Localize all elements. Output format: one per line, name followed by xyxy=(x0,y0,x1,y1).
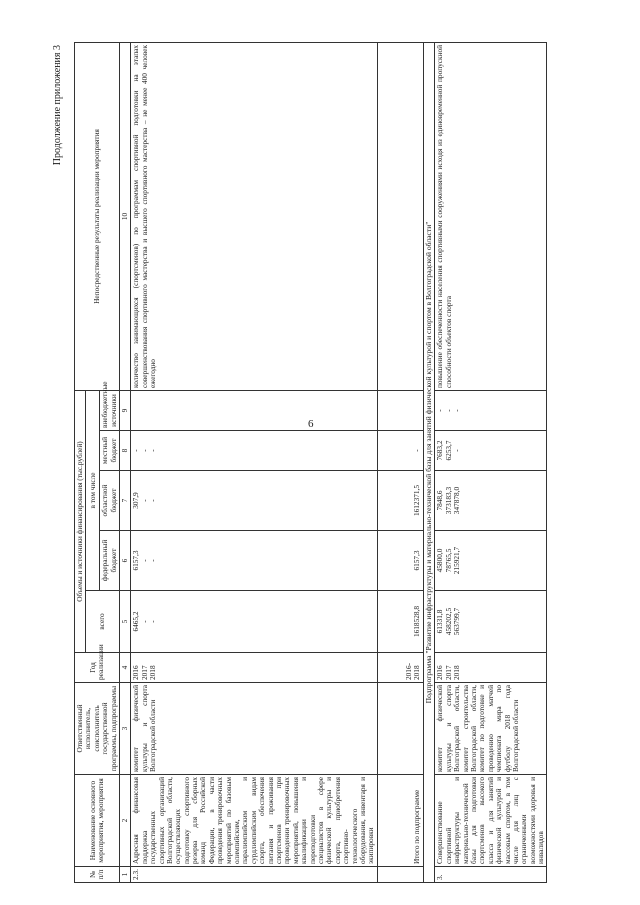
colnum: 10 xyxy=(119,42,130,390)
colnum: 1 xyxy=(119,867,130,883)
colnum: 2 xyxy=(119,775,130,867)
colnum: 6 xyxy=(119,531,130,591)
executor: комитет физической культуры и спорта Волгоградской области xyxy=(131,683,377,775)
result-text xyxy=(377,42,423,390)
executor: комитет физической культуры и спорта Волгоградской области, комитет строительства Волгоградской области, комитет по подготовке и проведению матчей чемпионата мира по футболу 2018 года Волгоградской области xyxy=(435,683,547,775)
header-name: Наименование основного мероприятия, мероприятия xyxy=(75,775,120,867)
measure-name: Совершенствование спортивной инфраструктуры и материально-технической базы для подготовки спортсменов высокого класса и для занятий физической культурой и массовым спортом, в том числе для лиц с ограниченными возможностями здоровья и инвалидов xyxy=(435,775,547,867)
extrabudget-values: - - - xyxy=(435,390,547,430)
continuation-label: Продолжение приложения 3 xyxy=(52,45,63,166)
extrabudget-value xyxy=(377,390,423,430)
local-values: 7683,2 6253,7 - xyxy=(435,431,547,471)
years: 2016 2017 2018 xyxy=(435,653,547,683)
federal-value: 6157,3 xyxy=(377,531,423,591)
header-no: № п/п xyxy=(75,867,120,883)
extrabudget-values xyxy=(131,390,377,430)
subtotal-row xyxy=(377,42,423,882)
years: 2016 2017 2018 xyxy=(131,653,377,683)
federal-values: 6157,3 - - xyxy=(131,531,377,591)
header-total: всего xyxy=(86,591,120,653)
subtotal-label: Итого по подпрограмме xyxy=(377,775,423,867)
total-values: 61331,8 458202,5 563799,7 xyxy=(435,591,547,653)
subprogram-row xyxy=(423,42,435,882)
colnum: 7 xyxy=(119,471,130,531)
federal-values: 45800,0 78765,5 215921,7 xyxy=(435,531,547,591)
regional-values: 7848,6 373183,3 347878,0 xyxy=(435,471,547,531)
row-number: 2.3. xyxy=(131,867,377,883)
row-number: 3. xyxy=(435,867,547,883)
local-value: - xyxy=(377,431,423,471)
financing-table xyxy=(74,42,547,883)
row-number xyxy=(377,867,423,883)
column-numbers-row xyxy=(119,42,130,882)
total-values: 6465,2 - - xyxy=(131,591,377,653)
rotated-table-page xyxy=(52,43,582,883)
header-federal: федеральный бюджет xyxy=(100,531,120,591)
colnum: 4 xyxy=(119,653,130,683)
header-executor: Ответственный исполнитель, соисполнитель государственной программы, подпрограммы xyxy=(75,683,120,775)
page-number: 6 xyxy=(308,418,314,430)
executor xyxy=(377,683,423,775)
header-year: Год реализации xyxy=(75,653,120,683)
result-text: количество занимающихся (спортсменов) по программам спортивной подготовки на этапах совершенствования спортивного мастерства и высшего спортивного мастерства – не менее 400 человек ежегодно xyxy=(131,42,377,390)
colnum: 9 xyxy=(119,390,130,430)
colnum: 3 xyxy=(119,683,130,775)
colnum: 8 xyxy=(119,431,130,471)
colnum: 5 xyxy=(119,591,130,653)
measure-name: Адресная финансовая поддержка государственных спортивных организаций Волгоградской области, осуществляющих подготовку спортивного резерва для сборных команд Российской Федерации, в части проведения тренировочных мероприятий по базовым олимпийским, паралимпийским и сурдлимпийским видам спорта, обеспечения питания и проживания спортсменов при проведении тренировочных мероприятий, повышения квалификации и переподготовки специалистов в сфере физической культуры и спорта, приобретения спортивно-технологического оборудования, инвентаря и экипировки xyxy=(131,775,377,867)
header-results: Непосредственные результаты реализации мероприятия xyxy=(75,42,120,390)
table-row xyxy=(131,42,377,882)
regional-values: 307,9 - - xyxy=(131,471,377,531)
header-extrabudget: внебюджетные источники xyxy=(100,390,120,430)
years: 2016- 2018 xyxy=(377,653,423,683)
header-local: местный бюджет xyxy=(100,431,120,471)
local-values: - - - xyxy=(131,431,377,471)
header-including: в том числе xyxy=(86,390,100,590)
result-text: повышение обеспеченности населения спортивными сооружениями исходя из единовременной пропускной способности объектов спорта xyxy=(435,42,547,390)
regional-value: 1612371,5 xyxy=(377,471,423,531)
header-financing: Объемы и источники финансирования (тыс.рублей) xyxy=(75,390,86,652)
table-row xyxy=(435,42,547,882)
subprogram-title: Подпрограмма "Развитие инфраструктуры и материально-технической базы для занятий физической культурой и спортом в Волгоградской области" xyxy=(423,42,435,882)
header-regional: областной бюджет xyxy=(100,471,120,531)
total-value: 1618528,8 xyxy=(377,591,423,653)
